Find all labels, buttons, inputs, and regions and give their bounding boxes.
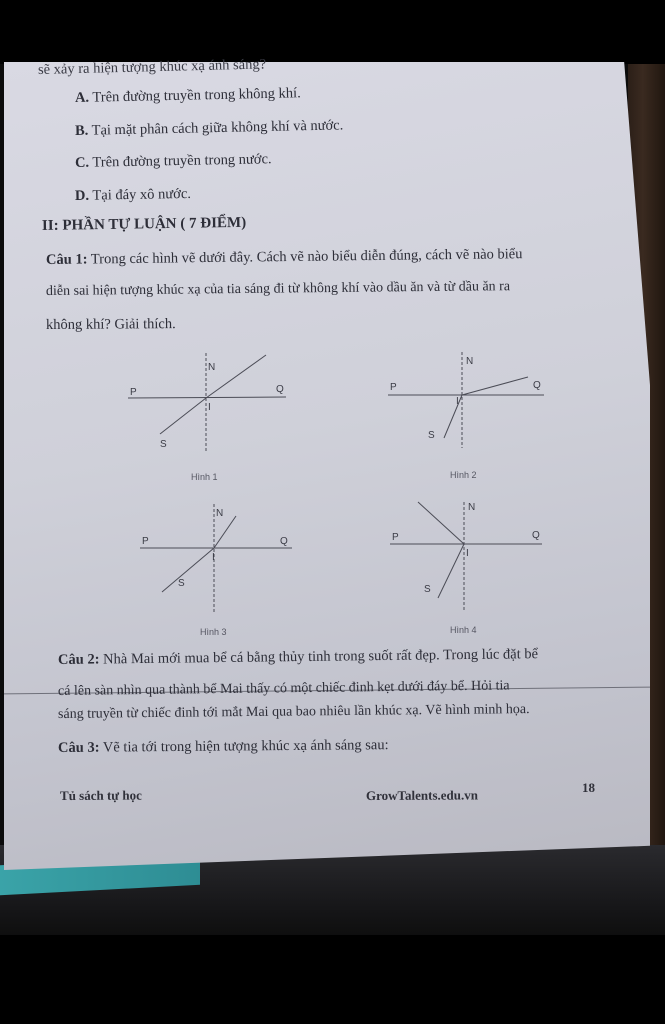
figure-3-caption: Hình 3 <box>200 627 227 637</box>
figure-3-label-s: S <box>178 578 185 589</box>
option-c-label: C. <box>74 154 90 171</box>
figure-2-diagram <box>388 350 558 460</box>
figure-4-label-q: Q <box>532 530 540 541</box>
figure-4-label-n: N <box>468 502 476 513</box>
option-question-end: sẽ xảy ra hiện tượng khúc xạ ánh sáng? <box>37 56 267 78</box>
figure-2-incident-ray <box>444 395 462 438</box>
figure-1-label-s: S <box>160 439 167 450</box>
figure-4-diagram <box>390 496 560 620</box>
footer-website: GrowTalents.edu.vn <box>365 787 479 803</box>
option-d-label: D. <box>74 187 90 204</box>
figure-4-label-i: I <box>466 548 469 559</box>
figure-2-label-s: S <box>428 430 435 441</box>
figure-3-label-p: P <box>142 536 149 547</box>
question-2-text-1: Nhà Mai mới mua bể cá bằng thủy tinh trong suốt rất đẹp. Trong lúc đặt bể <box>103 646 539 668</box>
option-d <box>75 186 191 205</box>
figure-4-refracted-ray <box>418 502 464 544</box>
figure-2-label-p: P <box>390 382 397 393</box>
option-b-label: B. <box>74 122 89 139</box>
figure-2-caption: Hình 2 <box>450 470 477 480</box>
figure-2-label-i: I <box>456 396 459 407</box>
question-3-text-1: Vẽ tia tới trong hiện tượng khúc xạ ánh sáng sau: <box>102 737 389 756</box>
figure-3-label-i: I <box>212 552 215 563</box>
figure-1-label-i: I <box>208 402 211 413</box>
figure-2-refracted-ray <box>462 377 528 395</box>
question-3-label: Câu 3: <box>57 739 100 756</box>
question-2-label: Câu 2: <box>57 651 100 668</box>
figure-1-label-p: P <box>130 387 137 398</box>
option-a-text: Trên đường truyền trong không khí. <box>92 85 301 106</box>
figure-3-label-n: N <box>216 508 224 519</box>
figure-1-caption: Hình 1 <box>191 472 218 482</box>
page-number: 18 <box>582 780 595 795</box>
question-2-line-3: sáng truyền từ chiếc đinh tới mắt Mai qua bao nhiêu lần khúc xạ. Vẽ hình minh họa. <box>57 702 530 722</box>
figure-1-label-q: Q <box>276 384 284 395</box>
option-a-label: A. <box>74 89 90 106</box>
figure-4-caption: Hình 4 <box>450 625 477 635</box>
question-3-line-1 <box>58 737 389 757</box>
question-2-line-2: cá lên sàn nhìn qua thành bể Mai thấy có một chiếc đinh kẹt dưới đáy bể. Hỏi tia <box>57 678 510 699</box>
figure-4-incident-ray <box>438 544 464 598</box>
option-b-text: Tại mặt phân cách giữa không khí và nước. <box>91 117 344 139</box>
figure-3-refracted-ray <box>214 516 236 548</box>
dark-bottom-area <box>0 935 665 1024</box>
figure-1-label-n: N <box>208 362 216 373</box>
option-c-text: Trên đường truyền trong nước. <box>92 151 272 171</box>
footer-series-title: Tủ sách tự học <box>59 787 142 803</box>
dark-top-area <box>0 0 665 64</box>
figure-2-label-n: N <box>466 356 474 367</box>
figure-2-label-q: Q <box>533 380 541 391</box>
section-heading: II: PHẦN TỰ LUẬN ( 7 ĐIỂM) <box>41 214 247 234</box>
figure-1-diagram <box>128 350 298 460</box>
figure-3-diagram <box>140 500 310 620</box>
question-1-line-2: diễn sai hiện tượng khúc xạ của tia sáng đi từ không khí vào dầu ăn và từ dầu ăn ra <box>45 279 511 299</box>
figure-3-incident-ray <box>162 548 214 592</box>
figure-4-label-p: P <box>392 532 399 543</box>
question-1-line-3: không khí? Giải thích. <box>45 316 176 333</box>
question-1-text-1: Trong các hình vẽ dưới đây. Cách vẽ nào biểu diễn đúng, cách vẽ nào biểu <box>90 246 523 268</box>
figure-4-label-s: S <box>424 584 431 595</box>
option-d-text: Tại đáy xô nước. <box>92 185 192 204</box>
figure-1-incident-ray <box>160 398 206 434</box>
question-1-label: Câu 1: <box>45 251 88 268</box>
figure-3-label-q: Q <box>280 536 288 547</box>
